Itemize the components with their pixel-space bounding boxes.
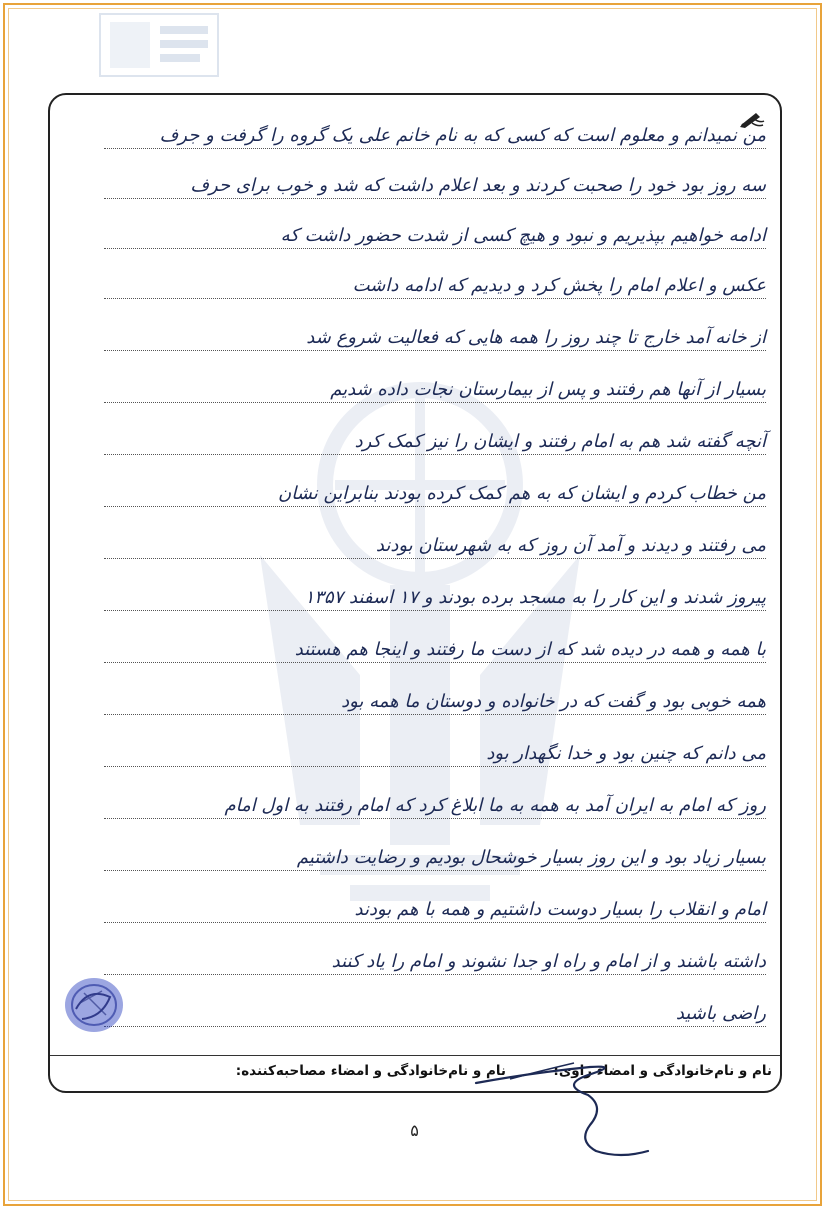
text-line (104, 301, 766, 351)
handwritten-line: بسیار زیاد بود و این روز بسیار خوشحال بودیم و رضایت داشتیم (296, 847, 766, 868)
text-line (104, 509, 766, 559)
page-number: ۵ (410, 1121, 419, 1140)
ink-stamp-icon (62, 975, 126, 1035)
handwritten-line: راضی باشید (675, 1003, 766, 1024)
handwritten-line: آنچه گفته شد هم به امام رفتند و ایشان را نیز کمک کرد (354, 431, 766, 452)
handwritten-line: با همه و همه در دیده شد که از دست ما رفتند و اینجا هم هستند (294, 639, 766, 660)
text-line (104, 457, 766, 507)
text-line (104, 925, 766, 975)
handwritten-line: ادامه خواهیم بپذیریم و نبود و هیچ کسی از شدت حضور داشت که (280, 225, 766, 246)
text-line (104, 665, 766, 715)
handwritten-line: عکس و اعلام امام را پخش کرد و دیدیم که ادامه داشت (352, 275, 766, 296)
handwritten-line: امام و انقلاب را بسیار دوست داشتیم و همه با هم بودند (354, 899, 766, 920)
handwritten-line: همه خوبی بود و گفت که در خانواده و دوستان ما همه بود (341, 691, 766, 712)
writing-frame (48, 93, 782, 1093)
text-line (104, 249, 766, 299)
handwritten-line: روز که امام به ایران آمد به همه به ما ابلاغ کرد که امام رفتند به اول امام (224, 795, 766, 816)
handwritten-line: سه روز بود خود را صحبت کردند و بعد اعلام داشت که شد و خوب برای حرف (190, 175, 766, 196)
handwritten-line: من خطاب کردم و ایشان که به هم کمک کرده بودند بنابراین نشان (278, 483, 766, 504)
text-line (104, 717, 766, 767)
handwritten-line: داشته باشند و از امام و راه او جدا نشوند و امام را یاد کنند (331, 951, 766, 972)
text-line (104, 977, 766, 1027)
handwritten-line: می دانم که چنین بود و خدا نگهدار بود (486, 743, 766, 764)
handwritten-line: بسیار از آنها هم رفتند و پس از بیمارستان نجات داده شدیم (330, 379, 766, 400)
text-line (104, 199, 766, 249)
signature-row (50, 1055, 780, 1091)
text-line (104, 99, 766, 149)
handwritten-line: پیروز شدند و این کار را به مسجد برده بودند و ۱۷ اسفند ۱۳۵۷ (304, 587, 766, 608)
narrator-signature-label: نام و نام‌خانوادگی و امضاء راوی: (553, 1063, 772, 1079)
text-line (104, 405, 766, 455)
text-line (104, 353, 766, 403)
text-line (104, 821, 766, 871)
handwritten-line: از خانه آمد خارج تا چند روز را همه هایی که فعالیت شروع شد (306, 327, 766, 348)
handwritten-line: می رفتند و دیدند و آمد آن روز که به شهرستان بودند (375, 535, 766, 556)
text-line (104, 873, 766, 923)
header-logo-icon (98, 12, 220, 78)
handwritten-line: من نمیدانم و معلوم است که کسی که به نام خانم علی یک گروه را گرفت و جرف (159, 125, 766, 146)
signature-drawing (470, 1055, 650, 1165)
text-line (104, 613, 766, 663)
text-line (104, 769, 766, 819)
text-line (104, 561, 766, 611)
text-line (104, 149, 766, 199)
interviewer-signature-label: نام و نام‌خانوادگی و امضاء مصاحبه‌کننده: (235, 1063, 506, 1079)
handwritten-text-area (104, 95, 766, 1055)
